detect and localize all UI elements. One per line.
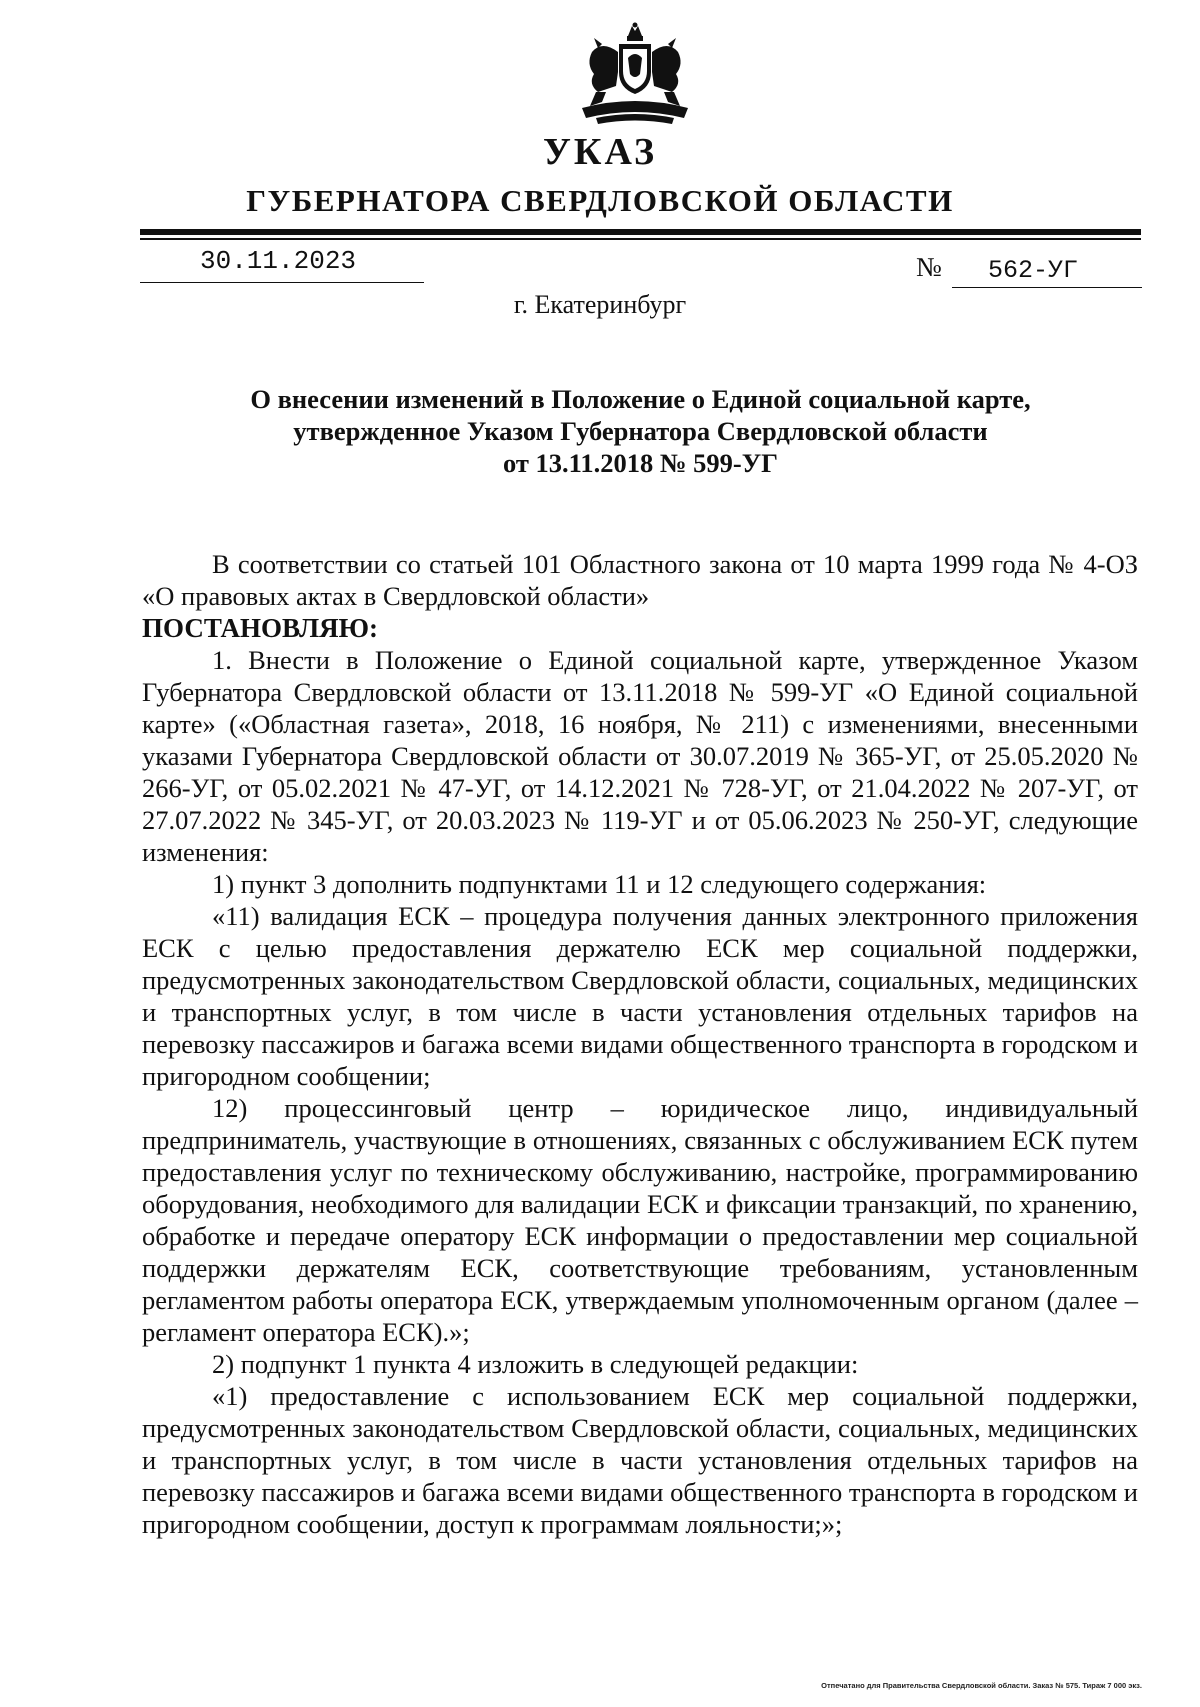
- header-rule-thin: [140, 238, 1141, 240]
- heading-line-1: О внесении изменений в Положение о Единой социальной карте,: [250, 384, 1031, 414]
- coat-of-arms-icon: [572, 22, 698, 128]
- paragraph-4: 12) процессинговый центр – юридическое лицо, индивидуальный предприниматель, участвующие в отношениях, связанных с обслуживанием ЕСК путем предоставления услуг по техническому обслуживанию, настройке, программированию оборудования, необходимого для валидации ЕСК и фиксации транзакций, по хранению, обработке и передаче оператору ЕСК информации о предоставлении мер социальной поддержки держателям ЕСК, соответствующие требованиям, установленным регламентом работы оператора ЕСК, утверждаемым уполномоченным органом (далее – регламент оператора ЕСК).»;: [142, 1093, 1138, 1347]
- date-underline: [140, 282, 424, 283]
- paragraph-5: 2) подпункт 1 пункта 4 изложить в следующей редакции:: [212, 1349, 859, 1379]
- issuer-title: ГУБЕРНАТОРА СВЕРДЛОВСКОЙ ОБЛАСТИ: [246, 183, 954, 218]
- paragraph-2: 1) пункт 3 дополнить подпунктами 11 и 12 следующего содержания:: [212, 869, 987, 899]
- city-name: г. Екатеринбург: [513, 290, 687, 319]
- document-body: [142, 548, 1138, 1540]
- decree-word: ПОСТАНОВЛЯЮ:: [142, 613, 378, 643]
- document-number: 562-УГ: [988, 256, 1079, 285]
- preamble-paragraph: В соответствии со статьей 101 Областного закона от 10 марта 1999 года № 4-ОЗ «О правовых актах в Свердловской области»: [142, 549, 1138, 611]
- heading-line-2: утвержденное Указом Губернатора Свердловской области: [293, 416, 988, 446]
- paragraph-6: «1) предоставление с использованием ЕСК мер социальной поддержки, предусмотренных законодательством Свердловской области, социальных, медицинских и транспортных услуг, в том числе в части установления отдельных тарифов на перевозку пассажиров и багажа всеми видами общественного транспорта в городском и пригородном сообщении, доступ к программам лояльности;»;: [142, 1381, 1138, 1539]
- document-date: 30.11.2023: [200, 246, 357, 276]
- paragraph-1: 1. Внести в Положение о Единой социальной карте, утвержденное Указом Губернатора Свердловской области от 13.11.2018 № 599-УГ «О Единой социальной карте» («Областная газета», 2018, 16 ноября, № 211) с изменениями, внесенными указами Губернатора Свердловской области от 30.07.2019 № 365-УГ, от 25.05.2020 № 266-УГ, от 05.02.2021 № 47-УГ, от 14.12.2021 № 728-УГ, от 21.04.2022 № 207-УГ, от 27.07.2022 № 345-УГ, от 20.03.2023 № 119-УГ и от 05.06.2023 № 250-УГ, следующие изменения:: [142, 645, 1138, 867]
- header-rule-thick: [140, 229, 1141, 235]
- document-heading: [140, 383, 1141, 479]
- paragraph-3: «11) валидация ЕСК – процедура получения данных электронного приложения ЕСК с целью предоставления держателю ЕСК мер социальной поддержки, предусмотренных законодательством Свердловской области, социальных, медицинских и транспортных услуг, в том числе в части установления отдельных тарифов на перевозку пассажиров и багажа всеми видами общественного транспорта в городском и пригородном сообщении;: [142, 901, 1138, 1091]
- number-underline: [952, 287, 1142, 288]
- document-type: УКАЗ: [543, 131, 657, 173]
- heading-line-3: от 13.11.2018 № 599-УГ: [502, 448, 779, 478]
- number-sign: №: [916, 252, 942, 282]
- print-note: Отпечатано для Правительства Свердловской области. Заказ № 575. Тираж 7 000 экз.: [821, 1681, 1142, 1690]
